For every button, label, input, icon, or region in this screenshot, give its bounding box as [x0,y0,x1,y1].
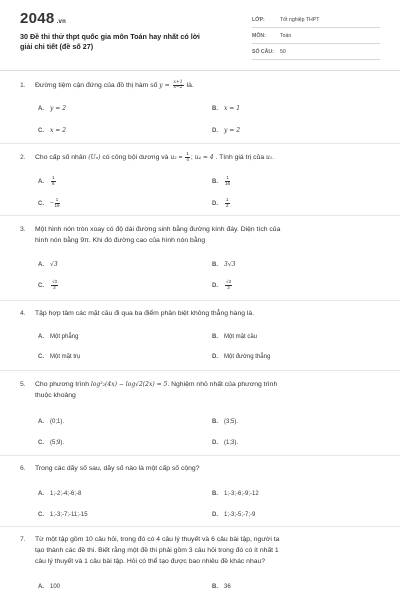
option-d[interactable]: D. Một đường thẳng [212,354,271,360]
equation: log²₂(4x) − log√2(2x) = 5 [90,381,168,388]
meta-value-subject: Toán [280,32,292,39]
question-number: 7. [20,536,26,543]
option-b[interactable]: B. Một mặt cầu [212,334,258,340]
question-text: 5. Cho phương trình log²₂(4x) − log√2(2x) = 5. Nghiệm nhỏ nhất của phương trình thuộc khoảng [20,381,278,399]
option-a[interactable]: A. $\frac{1}{6}$ [38,175,55,186]
option-a[interactable]: A. (0;1). [38,419,65,425]
option-d[interactable]: D. $\frac{1}{2}$ [212,197,229,208]
site-logo[interactable]: 2048 .vn [20,10,67,27]
page-title: 30 Đề thi thử thpt quốc gia môn Toán hay nhất có lời giải chi tiết (đề số 27) [20,32,200,51]
meta-row-count [252,44,380,60]
question-divider [0,370,400,371]
meta-label-count: SỐ CÂU: [252,48,274,55]
option-c[interactable]: C. (5;9). [38,440,65,446]
option-c[interactable]: C. x = 2 [38,127,67,134]
option-b[interactable]: B. $\frac{1}{16}$ [212,175,231,186]
option-d[interactable]: D. $\frac{√3}{3}$ [212,279,231,290]
meta-value-count: 50 [280,48,286,55]
option-b[interactable]: B. 3√3 [212,261,236,268]
meta-label-level: LỚP: [252,16,265,23]
question-text: 1. Đường tiệm cận đứng của đồ thị hàm số y = $\frac{x+1}{x-2}$ là. [20,79,194,90]
option-a[interactable]: A. √3 [38,261,58,268]
question-divider [0,143,400,144]
question-text: 6. Trong các dãy số sau, dãy số nào là một cấp số cộng? [20,465,200,472]
question-number: 6. [20,465,26,472]
option-a[interactable]: A. 1;-2;-4;-6;-8 [38,491,82,497]
function-formula: y = $\frac{x+1}{x-2}$ [159,79,183,90]
option-c[interactable]: C. 1;-3;-7;-11;-15 [38,512,88,518]
question-text: 7. Từ một tập gồm 10 câu hỏi, trong đó có 4 câu lý thuyết và 6 câu bài tập, người ta tạo thành các đề thi. Biết rằng một đề thi phải gồm 3 câu hỏi trong đó có ít nhất 1 câu lý thuyết và 1 câu bài tập. Hỏi có thể tạo được bao nhiêu đề khác nhau? [20,536,280,565]
option-b[interactable]: B. 1;-3;-6;-9;-12 [212,491,259,497]
option-b[interactable]: B. 36 [212,584,231,590]
question-divider [0,215,400,216]
question-number: 5. [20,381,26,388]
option-c[interactable]: C. Một mặt trụ [38,354,81,360]
question-text: 4. Tập hợp tâm các mặt cầu đi qua ba điểm phân biệt không thẳng hàng là. [20,310,255,317]
meta-row-subject [252,28,380,44]
question-text: 2. Cho cấp số nhân (Uₙ) có công bội dương và u₂ = $\frac{1}{4}$ ; u₄ = 4 . Tính giá trị của u₁. [20,151,275,162]
option-b[interactable]: B. (3;5). [212,419,239,425]
option-d[interactable]: D. (1;3). [212,440,239,446]
option-a[interactable]: A. y = 2 [38,105,67,112]
meta-panel [252,12,380,60]
question-text: 3. Một hình nón tròn xoay có độ dài đường sinh bằng đường kính đáy. Diện tích của hình nón bằng 9π. Khi đó đường cao của hình nón bằng [20,226,281,244]
header-divider [0,70,400,71]
question-number: 1. [20,82,26,89]
option-a[interactable]: A. 100 [38,584,61,590]
meta-value-level: Tốt nghiệp THPT [280,16,320,23]
question-number: 4. [20,310,26,317]
option-d[interactable]: D. 1;-3;-5;-7;-9 [212,512,256,518]
option-c[interactable]: C. − $\frac{1}{16}$ [38,197,60,208]
question-number: 2. [20,154,26,161]
option-d[interactable]: D. y = 2 [212,127,241,134]
option-a[interactable]: A. Một phẳng [38,334,79,340]
question-number: 3. [20,226,26,233]
option-c[interactable]: C. $\frac{√3}{2}$ [38,279,57,290]
option-b[interactable]: B. x = 1 [212,105,241,112]
question-divider [0,526,400,527]
question-divider [0,300,400,301]
question-divider [0,455,400,456]
meta-label-subject: MÔN: [252,32,266,39]
meta-row-level [252,12,380,28]
